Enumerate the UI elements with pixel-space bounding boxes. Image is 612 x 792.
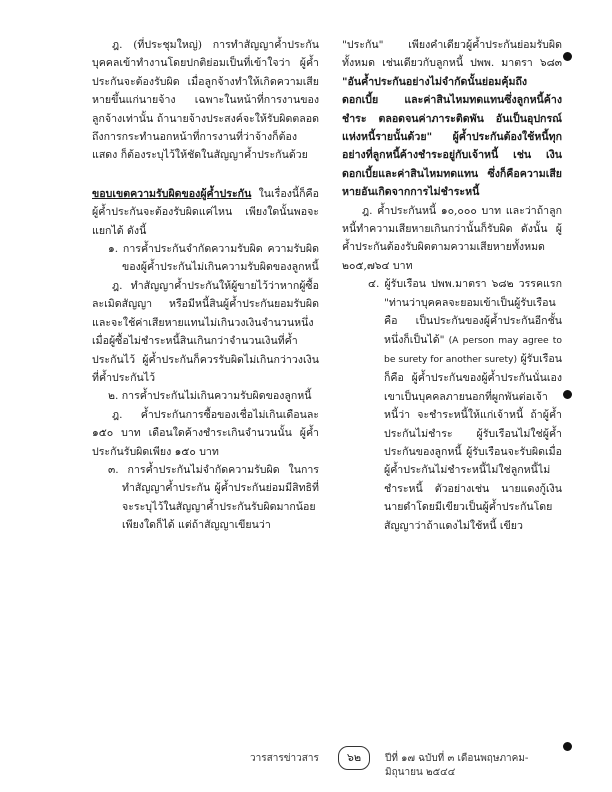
paragraph-right-2: ฎ. ค้ำประกันหนี้ ๑๐,๐๐๐ บาท และว่าถ้าลูกหนี้ทำความเสียหายเกินกว่านั้นก็รับผิด ดังนั้น ผู้ค้ำประกันต้องรับผิดตามความเสียหายทั้งหมด ๒๐๕,๗๖๔ บาท bbox=[342, 204, 562, 272]
paragraph-left-1: ฎ. (ที่ประชุมใหญ่) การทำสัญญาค้ำประกันบุคคลเข้าทำงานโดยปกติย่อมเป็นที่เข้าใจว่า ผู้ค้ำประกันจะต้องรับผิด เมื่อลูกจ้างทำให้เกิดความเสียหายขึ้นแก่นายจ้าง เฉพาะในหน้าที่การงานของลูกจ้างเท่านั้น ถ้านายจ้างประสงค์จะให้รับผิดตลอดถึงการกระทำนอกหน้าที่การงานที่ว่าจ้างก็ต้องแสดง ก็ต้องระบุไว้ให้ชัดในสัญญาค้ำประกันด้วย bbox=[92, 39, 319, 162]
page-number: ๖๒ bbox=[338, 746, 370, 770]
paragraph-right-1-text: "ประกัน" เพียงคำเดียวผู้ค้ำประกันย่อมรับผิดทั้งหมด เช่นเดียวกับลูกหนี้ ปพพ. มาตรา ๖๘๓ bbox=[342, 39, 562, 70]
list-item-4-rest: ผู้รับเรือนก็คือ ผู้ค้ำประกันของผู้ค้ำประกันนั่นเอง เขาเป็นบุคคลภายนอกที่ผูกพันต่อเจ้าหนี้ว่า จะชำระหนี้ให้แก่เจ้าหนี้ ถ้าผู้ค้ำประกันไม่ชำระ ผู้รับเรือนไม่ใช่ผู้ค้ำประกันของลูกหนี้ ผู้รับเรือนจะรับผิดเมื่อผู้ค้ำประกันไม่ชำระหนี้ไม่ใช่ลูกหนี้ไม่ชำระหนี้ ตัวอย่างเช่น นายแดงกู้เงินนายดำโดยมีเขียวเป็นผู้ค้ำประกันโดยสัญญาว่าถ้าแดงไม่ใช้หนี้ เขียว bbox=[384, 352, 562, 532]
list-item-3: ๓. การค้ำประกันไม่จำกัดความรับผิด ในการทำสัญญาค้ำประกัน ผู้ค้ำประกันย่อมมีสิทธิที่จะระบุไว้ในสัญญาค้ำประกันรับผิดมากน้อยเพียงใดก็ได้ แต่ถ้าสัญญาเขียนว่า bbox=[108, 463, 319, 532]
paragraph-left-2-text: ในเรื่องนี้ก็คือ ผู้ค้ำประกันจะต้องรับผิดแค่ไหน เพียงใดนั้นพอจะแยกได้ ดังนี้ bbox=[92, 187, 319, 237]
english-quote: (A person may agree to be surety for another surety) bbox=[384, 334, 562, 365]
binder-hole-top bbox=[563, 52, 572, 61]
section-heading: ขอบเขตความรับผิดของผู้ค้ำประกัน bbox=[92, 187, 252, 200]
list-item-2: ๒. การค้ำประกันไม่เกินความรับผิดของลูกหนี้ bbox=[108, 390, 312, 403]
paragraph-left-2 bbox=[92, 185, 319, 240]
issue-info: ปีที่ ๑๗ ฉบับที่ ๓ เดือนพฤษภาคม-มิถุนายน ๒๕๔๔ bbox=[385, 753, 529, 778]
paragraph-right-1 bbox=[342, 36, 562, 202]
binder-hole-bottom bbox=[563, 742, 572, 751]
list-item-4-text: ๔. ผู้รับเรือน ปพพ.มาตรา ๖๘๒ วรรคแรก "ท่านว่าบุคคลจะยอมเข้าเป็นผู้รับเรือนคือ เป็นประกันของผู้ค้ำประกันอีกชั้นหนึ่งก็เป็นได้" bbox=[368, 278, 562, 346]
journal-name: วารสารข่าวสาร bbox=[250, 753, 319, 764]
right-column bbox=[342, 36, 562, 535]
binder-hole-middle bbox=[563, 390, 572, 399]
paragraph-left-4: ฎ. ค้ำประกันการซื้อของเชื่อไม่เกินเดือนละ ๑๕๐ บาท เดือนใดค้างชำระเกินจำนวนนั้น ผู้ค้ำประกันรับผิดเพียง ๑๕๐ บาท bbox=[92, 408, 319, 458]
left-column bbox=[92, 36, 319, 535]
paragraph-left-3: ฎ. ทำสัญญาค้ำประกันให้ผู้ขายไว้ว่าหากผู้ซื้อละเมิดสัญญา หรือมีหนี้สินผู้ค้ำประกันยอมรับผิดและจะใช้ค่าเสียหายแทนไม่เกินวงเงินจำนวนหนึ่ง เมื่อผู้ซื้อไม่ชำระหนี้สินเกินกว่าจำนวนเงินที่ค้ำประกันไว้ ผู้ค้ำประกันก็ควรรับผิดไม่เกินกว่าวงเงินที่ค้ำประกันไว้ bbox=[92, 279, 319, 384]
paragraph-right-1-bold: "อันค้ำประกันอย่างไม่จำกัดนั้นย่อมคุ้มถึงดอกเบี้ย และค่าสินไหมทดแทนซึ่งลูกหนี้ค้างชำระ ตลอดจนค่าภาระติดพัน อันเป็นอุปกรณ์แห่งหนี้รายนั้นด้วย" ผู้ค้ำประกันต้องใช้หนี้ทุกอย่างที่ลูกหนี้ค้างชำระอยู่กับเจ้าหนี้ เช่น เงินดอกเบี้ยและค่าสินไหมทดแทน ซึ่งก็คือความเสียหายอันเกิดจากการไม่ชำระหนี้ bbox=[342, 75, 562, 199]
list-item-1: ๑. การค้ำประกันจำกัดความรับผิด ความรับผิดของผู้ค้ำประกันไม่เกินความรับผิดของลูกหนี้ bbox=[108, 243, 319, 274]
list-item-4 bbox=[342, 275, 562, 535]
